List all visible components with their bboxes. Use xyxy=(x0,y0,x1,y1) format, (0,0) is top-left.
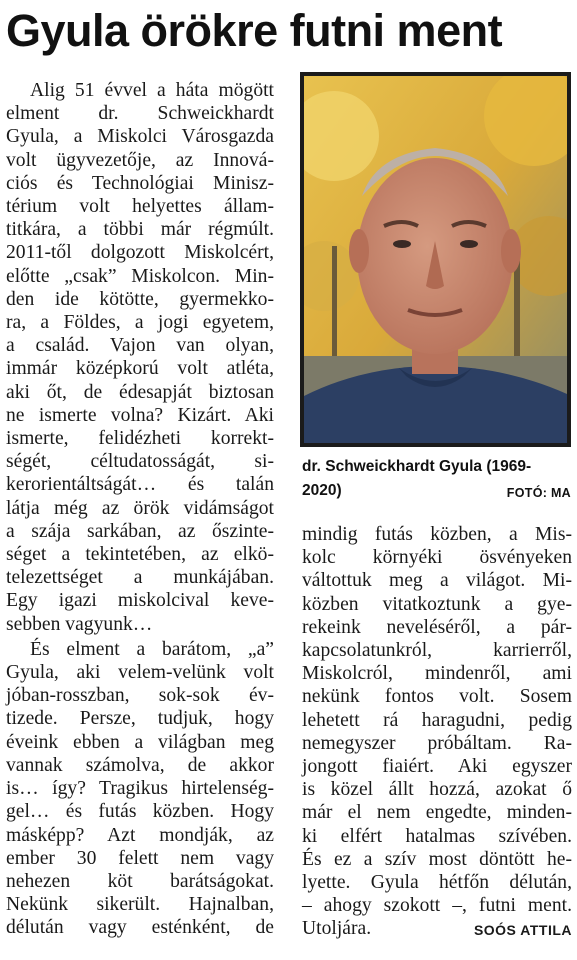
paragraph-1-line: a szája sarkában, az őszinte- xyxy=(6,520,274,542)
paragraph-1-line: immár középkorú volt atléta, xyxy=(6,358,274,380)
paragraph-1-line: térium volt helyettes állam- xyxy=(6,196,274,218)
paragraph-2-line: vannak számolva, de akkor xyxy=(6,754,274,776)
paragraph-2-line: másképp? Azt mondják, az xyxy=(6,824,274,846)
paragraph-2-line: ember 30 felett nem vagy xyxy=(6,847,274,869)
paragraph-3-line: váltottuk meg a világot. Mi- xyxy=(302,570,572,592)
portrait-photo xyxy=(300,72,571,447)
paragraph-1-line: ra, a Földes, a jogi egyetem, xyxy=(6,312,274,334)
paragraph-1-line: séget a tekintetében, az elkö- xyxy=(6,544,274,566)
caption-line-1: dr. Schweickhardt Gyula (1969- xyxy=(302,458,532,475)
paragraph-1-line: Alig 51 évvel a háta mögött xyxy=(30,80,274,101)
paragraph-2-line: És elment a barátom, „a” xyxy=(30,638,274,660)
paragraph-1-line: 2011-től dolgozott Miskolcért, xyxy=(6,242,274,264)
paragraph-1-line: volt ügyvezetője, az Innová- xyxy=(6,149,274,171)
paragraph-3-line: közben vitatkoztunk a gye- xyxy=(302,593,572,615)
paragraph-3-line: nemegyszer próbáltam. Ra- xyxy=(302,732,572,754)
paragraph-3-line: jongott fiaiért. Aki egyszer xyxy=(302,756,572,778)
paragraph-2-line: Gyula, aki velem-velünk volt xyxy=(6,662,274,684)
paragraph-1-line: titkára, a többi már régmúlt. xyxy=(6,219,274,241)
closing-word: Utoljára. xyxy=(302,918,372,940)
paragraph-3-line: is közel állt hozzá, azokat ő xyxy=(302,779,572,801)
paragraph-2-line: délután vagy esténként, de xyxy=(6,917,274,939)
paragraph-1-line: Egy igazi miskolcival keve- xyxy=(6,590,274,612)
paragraph-3-line: kolc környéki ösvényeken xyxy=(302,547,572,569)
paragraph-1-line: előtte „csak” Miskolcon. Min- xyxy=(6,265,274,287)
paragraph-3-line: Miskolcról, mindenről, ami xyxy=(302,663,572,685)
paragraph-1-line: aki őt, de édesapját biztosan xyxy=(6,381,274,403)
paragraph-3-last-line xyxy=(302,917,572,940)
paragraph-1-line: telezettséget a munkájában. xyxy=(6,567,274,589)
paragraph-3-line: kapcsolatunkról, karrierről, xyxy=(302,640,572,662)
paragraph-3-line: mindig futás közben, a Mis- xyxy=(302,524,572,545)
paragraph-3 xyxy=(302,523,572,941)
paragraph-2-line: nehezen köt barátságokat. xyxy=(6,870,274,892)
paragraph-2-line: gel… és futás közben. Hogy xyxy=(6,801,274,823)
paragraph-1-line: den ide kötötte, gyermekko- xyxy=(6,288,274,310)
paragraph-2-line: tizede. Persze, tudjuk, hogy xyxy=(6,708,274,730)
paragraph-2 xyxy=(6,638,274,940)
paragraph-1-line: Gyula, a Miskolci Városgazda xyxy=(6,126,274,148)
paragraph-3-line: lyette. Gyula hétfőn délután, xyxy=(302,872,572,894)
paragraph-3-line: rekeink neveléséről, a pár- xyxy=(302,616,572,638)
paragraph-2-line: jóban-rosszban, sok-sok év- xyxy=(6,685,274,707)
paragraph-1-line: ségét, céltudatosságát, si- xyxy=(6,451,274,473)
paragraph-3-line: már el nem engedte, minden- xyxy=(302,802,572,824)
paragraph-2-line: éveink ebben a világban meg xyxy=(6,731,274,753)
article-column-left xyxy=(6,79,274,940)
paragraph-1-line: ne ismerte volna? Kizárt. Aki xyxy=(6,404,274,426)
paragraph-1-line: ciós és Technológiai Minisz- xyxy=(6,172,274,194)
photo-credit: FOTÓ: MA xyxy=(506,486,571,500)
article-column-right xyxy=(302,523,572,943)
paragraph-1-line: látja még az örök vidámságot xyxy=(6,497,274,519)
paragraph-1-line: elment dr. Schweickhardt xyxy=(6,103,274,125)
paragraph-1-line: sebben vagyunk… xyxy=(6,613,153,635)
headline: Gyula örökre futni ment xyxy=(6,5,503,56)
caption-line-2: 2020) xyxy=(302,482,342,499)
paragraph-3-line: lehetett rá haragudni, pedig xyxy=(302,709,572,731)
paragraph-1 xyxy=(6,79,274,636)
paragraph-3-line: És ez a szív most döntött he- xyxy=(302,848,572,870)
portrait-image xyxy=(304,76,567,443)
paragraph-3-line: – ahogy szokott –, futni ment. xyxy=(302,895,572,917)
paragraph-3-line: ki elfért hatalmas szívében. xyxy=(302,825,572,847)
paragraph-1-line: kerorientáltságát… és talán xyxy=(6,474,274,496)
paragraph-1-line: a család. Vajon van olyan, xyxy=(6,335,274,357)
author-byline: SOÓS ATTILA xyxy=(473,922,572,939)
paragraph-2-line: Nekünk sikerült. Hajnalban, xyxy=(6,894,274,916)
paragraph-1-line: ismerte, felidézheti korrekt- xyxy=(6,428,274,450)
paragraph-3-line: nekünk fontos volt. Sosem xyxy=(302,686,572,708)
paragraph-2-line: is… így? Tragikus hirtelenség- xyxy=(6,778,274,800)
